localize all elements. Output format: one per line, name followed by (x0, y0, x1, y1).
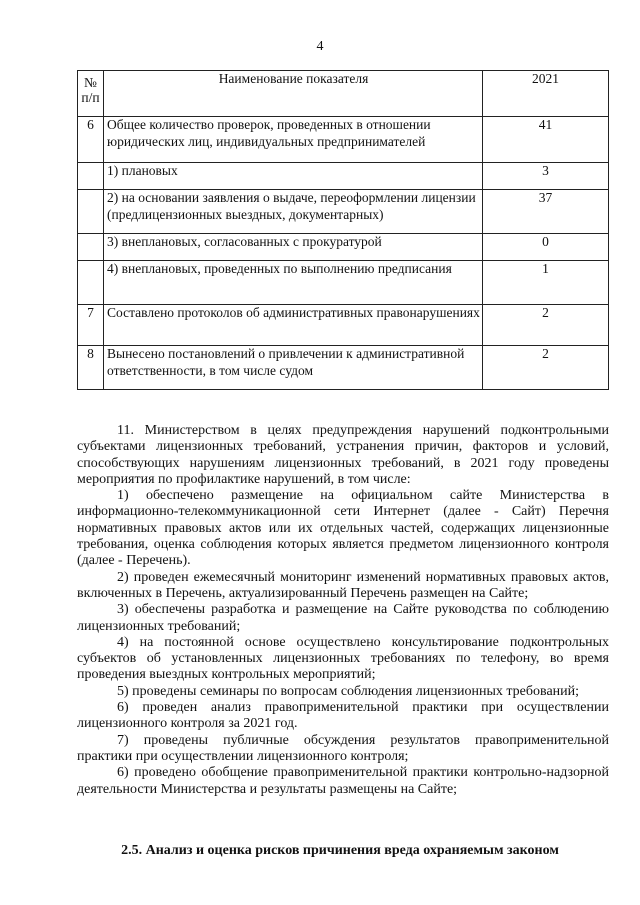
row-num (78, 163, 104, 190)
page-number: 4 (316, 39, 324, 54)
row-num (78, 261, 104, 305)
paragraph-item: 4) на постоянной основе осуществлено консультирование подконтрольных субъектов об установленных лицензионных требованиях по телефону, во время проведения выездных контрольных мероприятий; (77, 634, 609, 683)
paragraph-item: 6) проведен анализ правоприменительной практики при осуществлении лицензионного контроля за 2021 год. (77, 700, 609, 732)
paragraph-item: 6) проведено обобщение правоприменительной практики контрольно-надзорной деятельности Министерства и результаты размещены на Сайте; (77, 765, 609, 797)
table-row (78, 117, 609, 163)
paragraph-item: 7) проведены публичные обсуждения результатов правоприменительной практики при осуществлении лицензионного контроля; (77, 732, 609, 764)
body-text (77, 423, 609, 798)
table-row (78, 190, 609, 234)
row-name: Составлено протоколов об административных правонарушениях (104, 305, 483, 346)
row-num: 8 (78, 346, 104, 390)
row-name: 4) внеплановых, проведенных по выполнению предписания (104, 261, 483, 305)
paragraph-intro: 11. Министерством в целях предупреждения нарушений подконтрольными субъектами лицензионных требований, устранения причин, факторов и условий, способствующих нарушениям лицензионных требований, в 2021 году проведены мероприятия по профилактике нарушений, в том числе: (77, 423, 609, 487)
table-header-row (78, 71, 609, 117)
row-name: 1) плановых (104, 163, 483, 190)
header-year: 2021 (483, 71, 609, 117)
row-value: 0 (483, 234, 609, 261)
section-heading: 2.5. Анализ и оценка рисков причинения вреда охраняемым законом (121, 843, 559, 858)
row-value: 2 (483, 305, 609, 346)
row-value: 2 (483, 346, 609, 390)
row-num (78, 234, 104, 261)
row-num: 6 (78, 117, 104, 163)
row-name: Общее количество проверок, проведенных в отношении юридических лиц, индивидуальных предпринимателей (104, 117, 483, 163)
paragraph-item: 3) обеспечены разработка и размещение на Сайте руководства по соблюдению лицензионных требований; (77, 602, 609, 634)
row-name: 3) внеплановых, согласованных с прокуратурой (104, 234, 483, 261)
table-row (78, 261, 609, 305)
row-num: 7 (78, 305, 104, 346)
header-name: Наименование показателя (104, 71, 483, 117)
row-value: 41 (483, 117, 609, 163)
row-num (78, 190, 104, 234)
row-value: 37 (483, 190, 609, 234)
header-num: № п/п (78, 71, 104, 117)
row-name: 2) на основании заявления о выдаче, переоформлении лицензии (предлицензионных выездных, документарных) (104, 190, 483, 234)
table-row (78, 234, 609, 261)
paragraph-item: 5) проведены семинары по вопросам соблюдения лицензионных требований; (117, 683, 580, 699)
table-row (78, 163, 609, 190)
table-row (78, 346, 609, 390)
row-value: 1 (483, 261, 609, 305)
paragraph-item: 2) проведен ежемесячный мониторинг изменений нормативных правовых актов, включенных в Перечень, актуализированный Перечень размещен на Сайте; (77, 569, 609, 601)
indicators-table (77, 70, 609, 390)
row-value: 3 (483, 163, 609, 190)
row-name: Вынесено постановлений о привлечении к административной ответственности, в том числе судом (104, 346, 483, 390)
paragraph-item: 1) обеспечено размещение на официальном сайте Министерства в информационно-телекоммуникационной сети Интернет (далее - Сайт) Перечня нормативных правовых актов или их отдельных частей, содержащих лицензионные требования, оценка соблюдения которых является предметом лицензионного контроля (далее - Перечень). (77, 488, 609, 569)
table-row (78, 305, 609, 346)
